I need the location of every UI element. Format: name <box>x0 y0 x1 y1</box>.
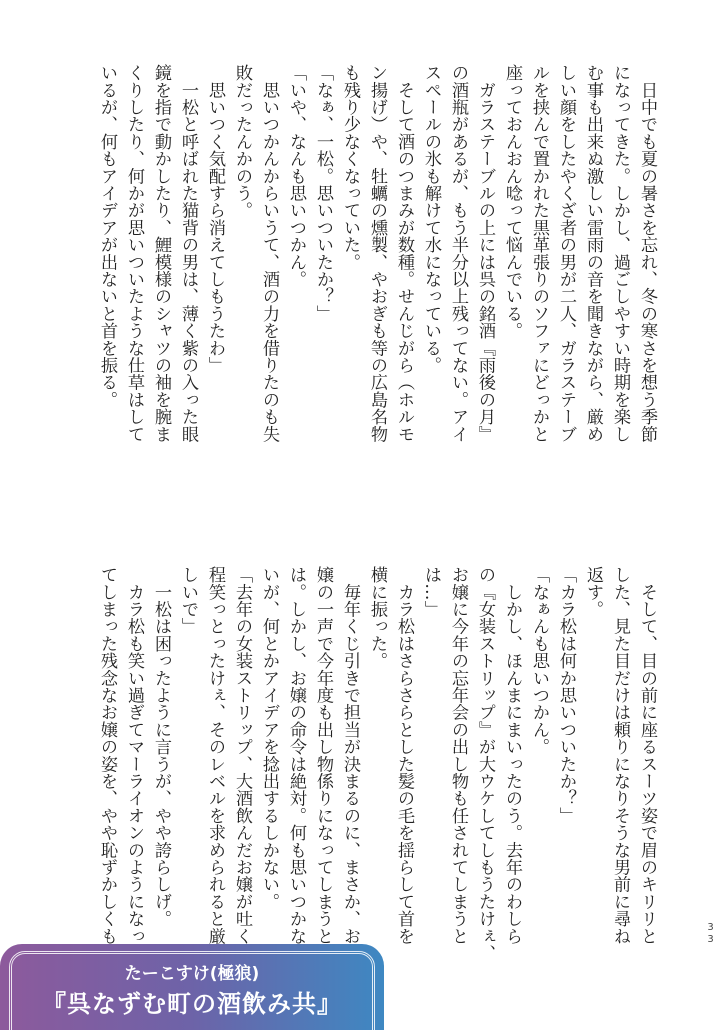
text-line: は。しかし、お嬢の命令は絶対。何も思いつかな <box>286 566 306 945</box>
text-line: 思いつく気配すら消えてしもうたわ」 <box>205 64 225 374</box>
text-line: は…」 <box>421 566 441 618</box>
story-title: 『呉なずむ町の酒飲み共』 <box>42 990 342 1018</box>
text-line: ルを挟んで置かれた黒革張りのソファにどっかと <box>529 64 549 443</box>
text-line: 嬢の一声で今年度も出し物係りになってしまうと <box>313 566 333 945</box>
text-line: そして、目の前に座るスーツ姿で眉のキリリと <box>637 566 657 945</box>
text-line: スペールの氷も解けて水になっている。 <box>421 64 441 374</box>
text-line: になってきた。しかし、過ごしやすい時期を楽し <box>610 64 630 443</box>
text-line: てしまった残念なお嬢の姿を、やや恥ずかしくも <box>97 566 117 945</box>
page-number: 33 <box>705 922 716 946</box>
body-text-top <box>93 64 660 454</box>
text-line: いるが、何もアイデアが出ないと首を振る。 <box>97 64 117 408</box>
text-line: した、見た目だけは頼りになりそうな男前に尋ね <box>610 566 630 945</box>
text-line: カラ松も笑い過ぎてマーライオンのようになっ <box>124 566 144 945</box>
text-line: 「去年の女装ストリップ、大酒飲んだお嬢が吐く <box>232 566 252 945</box>
text-line: の『女装ストリップ』が大ウケしてしもうたけぇ、 <box>475 566 495 962</box>
story-title-banner <box>0 944 384 1030</box>
text-line: 程笑っとったけぇ、そのレベルを求められると厳 <box>205 566 225 945</box>
text-line: しかし、ほんまにまいったのう。去年のわしら <box>502 566 522 945</box>
text-line: 一松は困ったように言うが、やや誇らしげ。 <box>151 566 171 928</box>
text-line: 「なぁ、一松。思いついたか？」 <box>313 64 333 322</box>
text-line: お嬢に今年の忘年会の出し物も任されてしまうと <box>448 566 468 945</box>
text-line: の酒瓶があるが、もう半分以上残ってない。アイ <box>448 64 468 443</box>
text-line: ガラステーブルの上には呉の銘酒『雨後の月』 <box>475 64 495 443</box>
text-line: 返す。 <box>583 566 603 618</box>
text-line: 一松と呼ばれた猫背の男は、薄く紫の入った眼 <box>178 64 198 443</box>
text-line: 日中でも夏の暑さを忘れ、冬の寒さを想う季節 <box>637 64 657 443</box>
text-line: 「なぁんも思いつかん。 <box>529 566 549 756</box>
text-line: しいで」 <box>178 566 198 635</box>
text-line: む事も出来ぬ激しい雷雨の音を聞きながら、厳め <box>583 64 603 443</box>
text-line: ン揚げ）や、牡蠣の燻製、やおぎも等の広島名物 <box>367 64 387 443</box>
text-line: 敗だったんかのう。 <box>232 64 252 219</box>
author-name: たーこすけ(極狼) <box>124 964 260 984</box>
text-line: 「いや、なんも思いつかん。 <box>286 64 306 288</box>
text-line: くりしたり、何かが思いついたような仕草はして <box>124 64 144 443</box>
text-line: 鏡を指で動かしたり、鯉模様のシャツの袖を腕ま <box>151 64 171 443</box>
text-line: も残り少なくなっていた。 <box>340 64 360 271</box>
text-line: 「カラ松は何か思いついたか？」 <box>556 566 576 824</box>
text-line: カラ松はさらさらとした髪の毛を揺らして首を <box>394 566 414 945</box>
text-line: 座っておんおん唸って悩んでいる。 <box>502 64 522 340</box>
text-line: 毎年くじ引きで担当が決まるのに、まさか、お <box>340 566 360 945</box>
text-line: 思いつかんからいうて、酒の力を借りたのも失 <box>259 64 279 443</box>
text-line: いが、何とかアイデアを捻出するしかない。 <box>259 566 279 910</box>
text-line: そして酒のつまみが数種。せんじがら（ホルモ <box>394 64 414 443</box>
text-line: 横に振った。 <box>367 566 387 670</box>
text-line: しい顔をしたやくざ者の男が二人、ガラステーブ <box>556 64 576 443</box>
body-text-bottom <box>93 566 660 962</box>
